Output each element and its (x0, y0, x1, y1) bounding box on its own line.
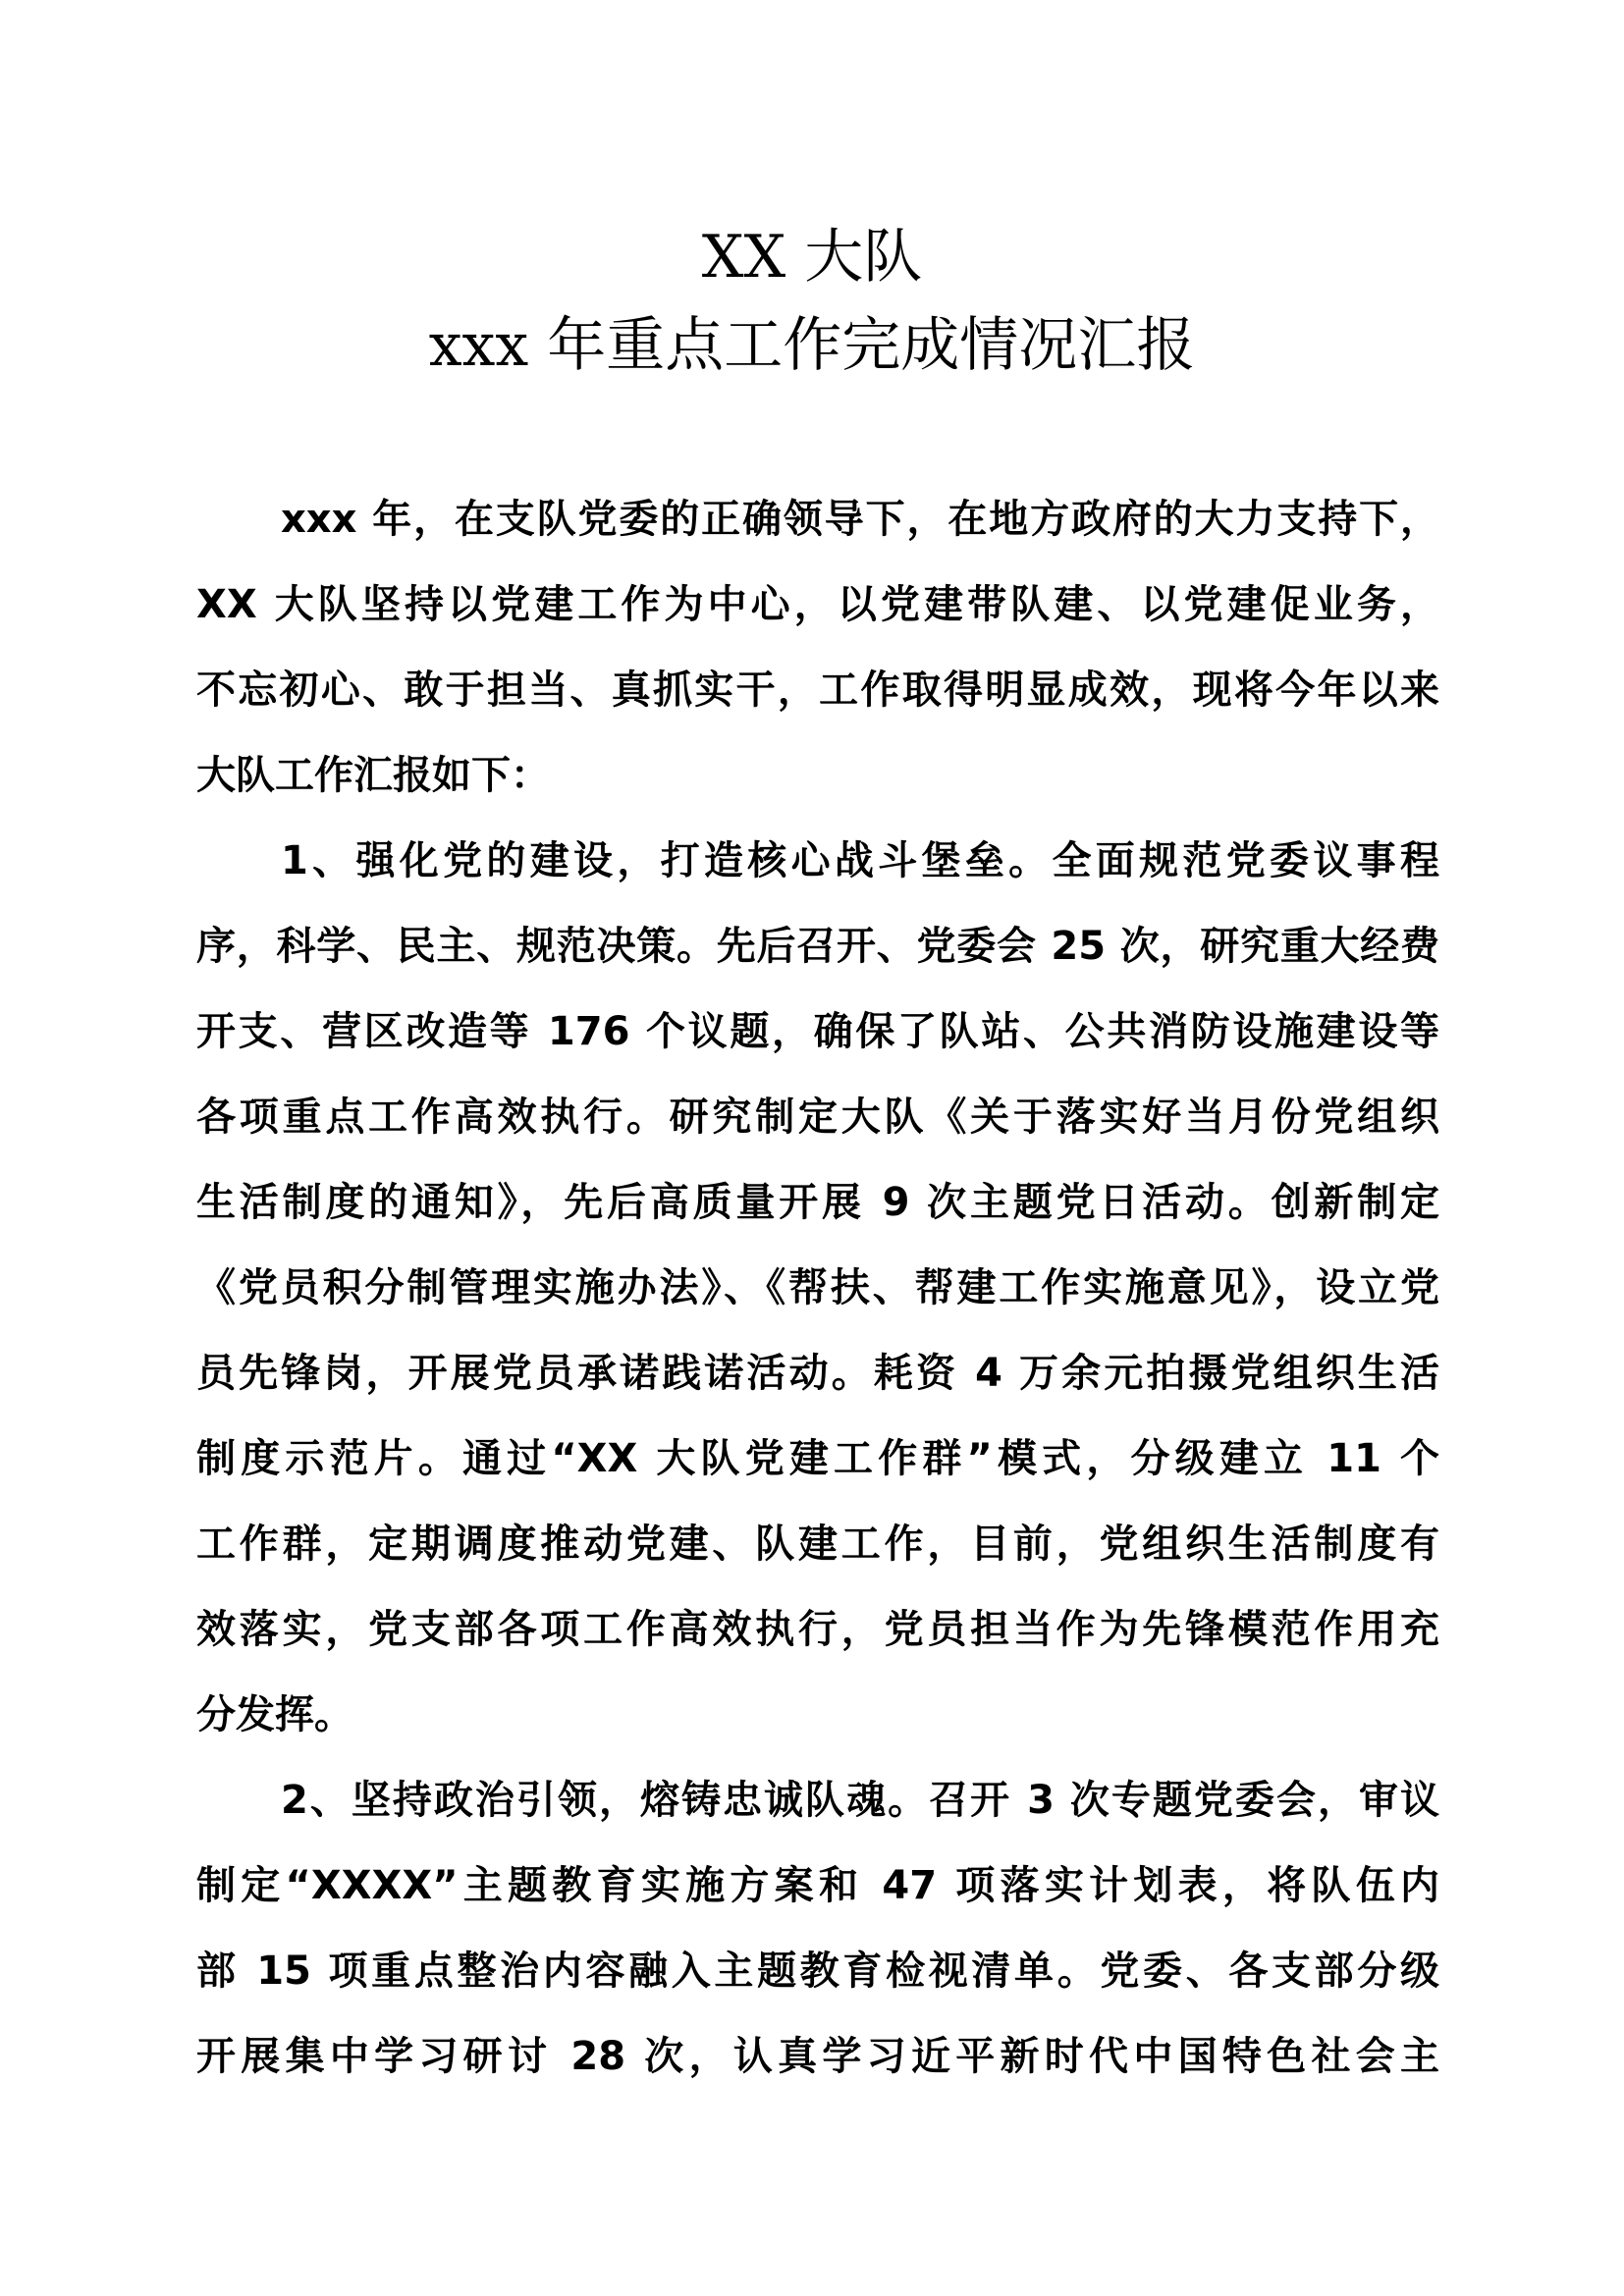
text-line: XX 大队坚持以党建工作为中心，以党建带队建、以党建促业务， (196, 582, 1439, 627)
text-line: 制定“XXXX”主题教育实施方案和 47 项落实计划表，将队伍内 (196, 1863, 1439, 1908)
paragraph-political-guidance (196, 1758, 1439, 2100)
text-line: 分发挥。 (196, 1692, 353, 1737)
text-line: 2、坚持政治引领，熔铸忠诚队魂。召开 3 次专题党委会，审议 (281, 1778, 1439, 1823)
paragraph-intro (196, 477, 1439, 819)
document-title: XX 大队 (701, 223, 923, 292)
text-line: 大队工作汇报如下： (196, 753, 550, 798)
text-line: 员先锋岗，开展党员承诺践诺活动。耗资 4 万余元拍摄党组织生活 (196, 1351, 1439, 1396)
text-line: 不忘初心、敢于担当、真抓实干，工作取得明显成效，现将今年以来 (196, 667, 1439, 713)
text-line: xxx 年，在支队党委的正确领导下，在地方政府的大力支持下， (281, 497, 1439, 542)
text-line: 开支、营区改造等 176 个议题，确保了队站、公共消防设施建设等 (196, 1009, 1439, 1054)
document-body (196, 477, 1439, 2100)
text-line: 开展集中学习研讨 28 次，认真学习近平新时代中国特色社会主 (196, 2034, 1439, 2079)
text-line: 制度示范片。通过“XX 大队党建工作群”模式，分级建立 11 个 (196, 1436, 1439, 1481)
text-line: 部 15 项重点整治内容融入主题教育检视清单。党委、各支部分级 (196, 1949, 1439, 1994)
text-line: 序，科学、民主、规范决策。先后召开、党委会 25 次，研究重大经费 (196, 924, 1439, 969)
text-line: 各项重点工作高效执行。研究制定大队《关于落实好当月份党组织 (196, 1095, 1439, 1140)
document-subtitle: xxx 年重点工作完成情况汇报 (428, 311, 1196, 380)
text-line: 《党员积分制管理实施办法》、《帮扶、帮建工作实施意见》，设立党 (196, 1265, 1439, 1310)
text-line: 工作群，定期调度推动党建、队建工作，目前，党组织生活制度有 (196, 1522, 1439, 1567)
text-line: 1、强化党的建设，打造核心战斗堡垒。全面规范党委议事程 (281, 838, 1439, 883)
paragraph-party-building (196, 819, 1439, 1758)
text-line: 生活制度的通知》，先后高质量开展 9 次主题党日活动。创新制定 (196, 1180, 1439, 1225)
text-line: 效落实，党支部各项工作高效执行，党员担当作为先锋模范作用充 (196, 1607, 1439, 1652)
